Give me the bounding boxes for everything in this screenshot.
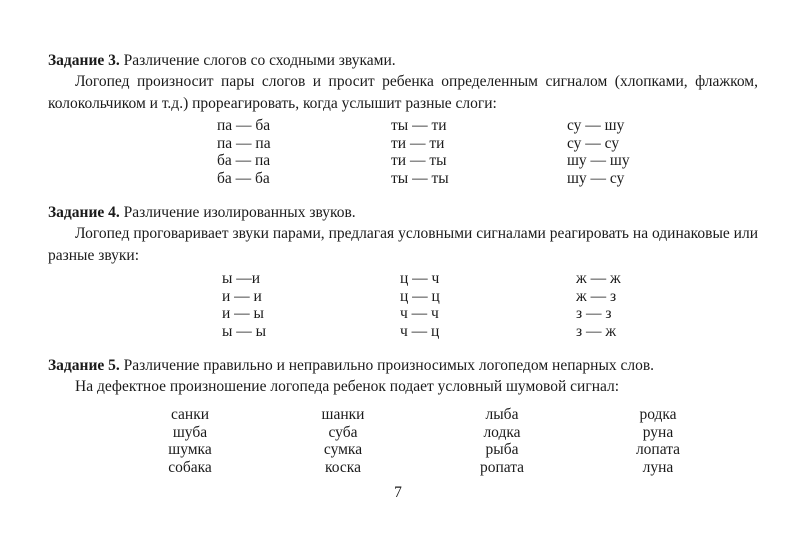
sound-pair: ы — ы [222,322,267,340]
word-item: родка [639,406,677,423]
task5-label: Задание 5. [48,357,120,374]
task3-heading [48,52,758,70]
task5-title: Различение правильно и неправильно произносимых логопедом непарных слов. [123,357,655,374]
sound-pair: ч — ц [400,322,440,340]
word-item: суба [328,423,358,441]
sound-pair: з — з [576,305,612,322]
sound-pair: ц — ц [400,287,440,305]
sound-pair: ц — ч [400,270,440,287]
word-item: лодка [483,423,521,441]
task4-heading [48,204,758,222]
task3-column-2 [391,117,449,187]
task5-text: На дефектное произношение логопеда ребенок подает условный шумовой сигнал: [75,378,620,395]
word-item: коска [325,458,361,476]
word-item: шанки [321,406,365,423]
sound-pair: ы —и [222,270,261,287]
word-item: лопата [635,441,681,458]
syllable-pair: ти — ты [391,152,447,169]
syllable-pair: шу — су [567,169,625,187]
page-number: 7 [394,484,402,501]
word-item: рыба [485,441,519,458]
task3-column-1 [217,117,271,187]
syllable-pair: ты — ти [391,117,447,134]
task4-text: Логопед проговаривает звуки парами, предлагая условными сигналами реагировать на одинаковые или разные звуки: [48,225,758,264]
task4-column-1 [222,270,266,340]
syllable-pair: ты — ты [391,169,449,187]
word-item: ропата [479,458,525,476]
syllable-pair: ти — ти [391,134,445,152]
task4-column-3 [576,270,621,340]
task5-column-2 [298,406,388,476]
task4-label: Задание 4. [48,204,120,221]
task3-title: Различение слогов со сходными звуками. [123,52,396,69]
task4-title: Различение изолированных звуков. [123,204,356,221]
task5-heading [48,357,758,375]
word-item: руна [642,423,674,441]
syllable-pair: су — су [567,134,620,152]
word-item: собака [168,458,212,476]
task5-column-4 [613,406,703,476]
syllable-pair: су — шу [567,117,625,134]
task3-column-3 [567,117,630,187]
syllable-pair: шу — шу [567,152,630,169]
word-item: шуба [172,423,208,441]
syllable-pair: па — ба [217,117,271,134]
word-item: санки [170,406,210,423]
word-item: луна [642,458,674,476]
word-item: лыба [485,406,519,423]
task3-text: Логопед произносит пары слогов и просит ребенка определенным сигналом (хлопками, флажком, колокольчиком и т.д.) прореагировать, когда услышит разные слоги: [48,73,758,112]
sound-pair: и — и [222,287,262,305]
task4-column-2 [400,270,440,340]
sound-pair: ж — з [576,287,617,305]
syllable-pair: ба — ба [217,169,270,187]
syllable-pair: па — па [217,134,271,152]
word-item: шумка [168,441,212,458]
sound-pair: и — ы [222,305,264,322]
sound-pair: ж — ж [576,270,621,287]
task5-column-1 [145,406,235,476]
syllable-pair: ба — па [217,152,271,169]
word-item: сумка [323,441,363,458]
sound-pair: з — ж [576,322,617,340]
sound-pair: ч — ч [400,305,439,322]
task3-label: Задание 3. [48,52,120,69]
task5-column-3 [457,406,547,476]
